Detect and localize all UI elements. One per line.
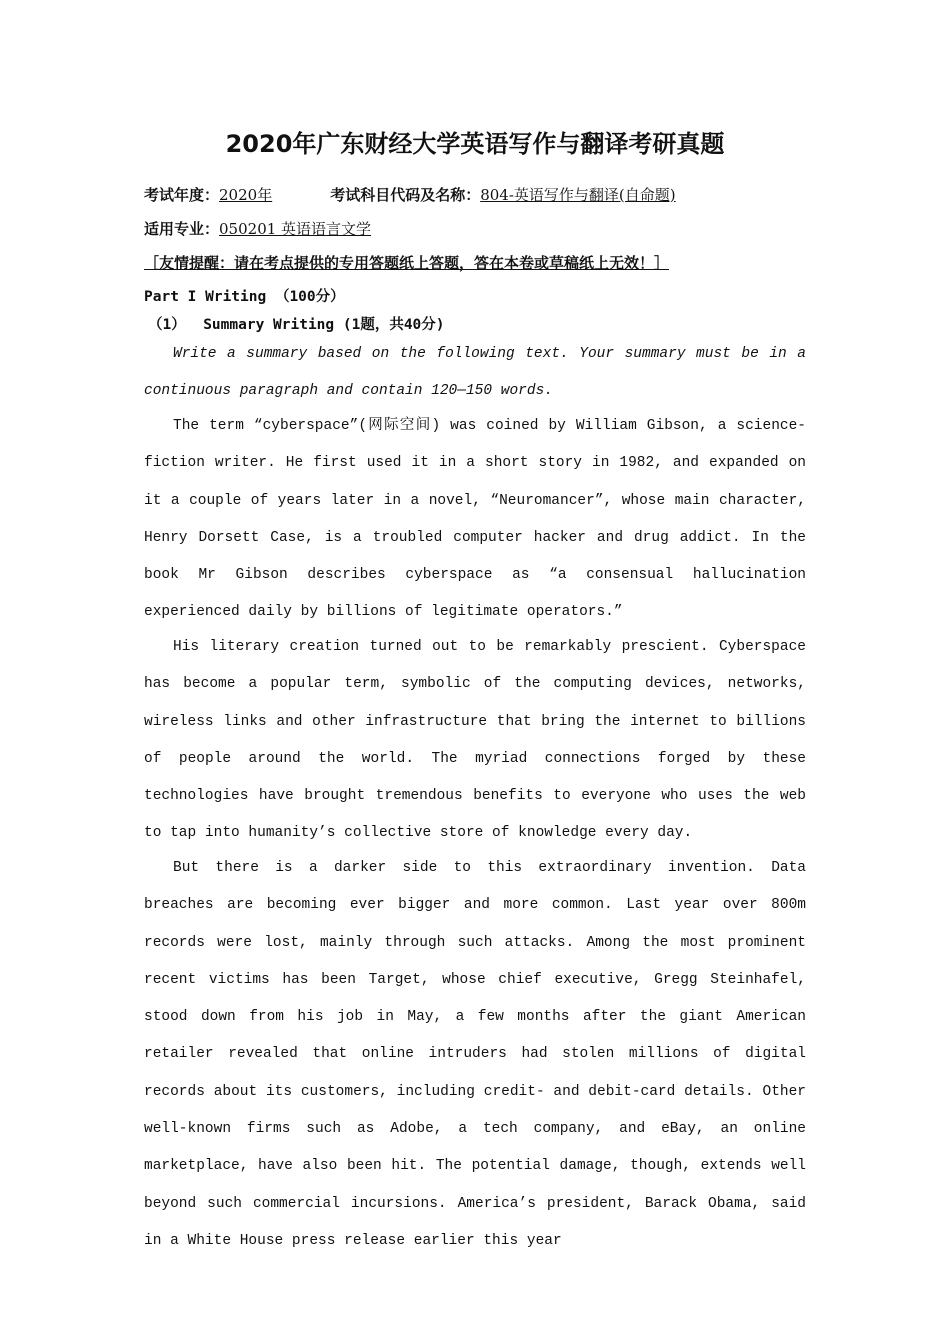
instruction-paragraph: Write a summary based on the following text. Your summary must be in a continuous paragraph and contain 120—150 words.: [144, 346, 806, 400]
instruction-text: [144, 336, 806, 411]
passage-paragraph: His literary creation turned out to be remarkably prescient. Cyberspace has become a popular term, symbolic of the computing devices, networks, wireless links and other infrastructure that bring the internet to billions of people around the world. The myriad connections forged by these technologies have brought tremendous benefits to everyone who uses the web to tap into humanity’s collective store of knowledge every day.: [144, 639, 806, 842]
passage-paragraph-2: [144, 629, 806, 853]
year-label: 考试年度：: [144, 186, 220, 204]
year-value: 2020年: [219, 186, 273, 204]
subject-label: 考试科目代码及名称：: [330, 186, 481, 204]
exam-meta-row: [144, 184, 676, 205]
page-title: 2020年广东财经大学英语写作与翻译考研真题: [225, 130, 725, 158]
exam-notice: ［友情提醒：请在考点提供的专用答题纸上答题，答在本卷或草稿纸上无效！］: [144, 254, 670, 272]
passage-paragraph: But there is a darker side to this extraordinary invention. Data breaches are becoming ever bigger and more common. Last year over 800m records were lost, mainly through such attacks. Among the most prominent recent victims has been Target, whose chief executive, Gregg Steinhafel, stood down from his job in May, a few months after the giant American retailer revealed that online intruders had stolen millions of digital records about its customers, including credit- and debit-card details. Other well-known firms such as Adobe, a tech company, and eBay, an online marketplace, have also been hit. The potential damage, though, extends well beyond such commercial incursions. America’s president, Barack Obama, said in a White House press release earlier this year: [144, 860, 806, 1249]
passage-paragraph-3: [144, 850, 806, 1260]
major-row: [144, 218, 371, 239]
subject-value: 804-英语写作与翻译(自命题): [480, 186, 676, 204]
section-heading: （1） Summary Writing (1题，共40分): [148, 317, 445, 333]
part-heading: Part I Writing （100分）: [144, 289, 345, 305]
passage-paragraph: The term “cyberspace”(网际空间) was coined by William Gibson, a science-fiction writer. He first used it in a short story in 1982, and expanded on it a couple of years later in a novel, “Neuromancer”, whose main character, Henry Dorsett Case, is a troubled computer hacker and drug addict. In the book Mr Gibson describes cyberspace as “a consensual hallucination experienced daily by billions of legitimate operators.”: [144, 418, 806, 621]
major-label: 适用专业：: [144, 220, 220, 238]
passage-paragraph-1: [144, 408, 806, 632]
major-value: 050201 英语语言文学: [219, 220, 372, 238]
